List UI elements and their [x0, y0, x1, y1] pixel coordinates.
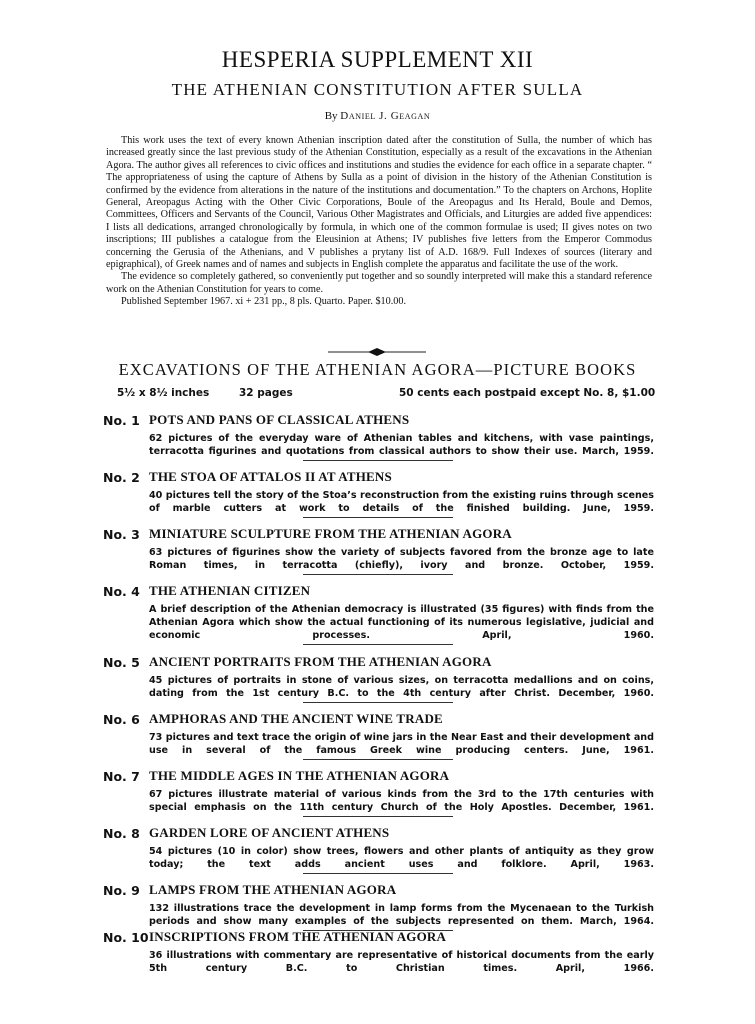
book-number: No. 5 [103, 655, 140, 670]
book-rule [303, 644, 453, 645]
book-title: POTS AND PANS OF CLASSICAL ATHENS [149, 412, 410, 427]
book-desc-text: 62 pictures of the everyday ware of Athenian tables and kitchens, with vase paintings, terracotta figurines and quotations from classical authors to show their use. [149, 433, 654, 458]
book-date: June, 1959. [583, 503, 654, 515]
evidence-paragraph: The evidence so completely gathered, so conveniently put together and so soundly interpreted will make this a standard reference work on the Athenian Constitution for years to come. [106, 271, 652, 295]
book-size: 5½ x 8½ inches [117, 387, 210, 399]
book-desc-text: 67 pictures illustrate material of various kinds from the 3rd to the 17th centuries with special emphasis on the 11th century Church of the Holy Apostles. [149, 789, 654, 814]
book-title: THE MIDDLE AGES IN THE ATHENIAN AGORA [149, 768, 450, 783]
book-price: 50 cents each postpaid except No. 8, $1.00 [399, 387, 656, 399]
book-date: April, 1963. [570, 859, 655, 871]
book-date: December, 1961. [559, 802, 654, 814]
book-desc-text: 40 pictures tell the story of the Stoa’s reconstruction from the existing ruins through scenes of marble cutters at work to details of the finished building. [149, 490, 654, 515]
book-number: No. 6 [103, 712, 140, 727]
picture-books-title: EXCAVATIONS OF THE ATHENIAN AGORA—PICTURE BOOKS [118, 360, 637, 379]
book-description [149, 674, 654, 700]
book-title: GARDEN LORE OF ANCIENT ATHENS [149, 825, 390, 840]
book-description [149, 731, 654, 757]
book-desc-text: 73 pictures and text trace the origin of wine jars in the Near East and their development and use in several of the famous Greek wine producing centers. [149, 732, 654, 757]
book-title: AMPHORAS AND THE ANCIENT WINE TRADE [149, 711, 443, 726]
book-rule [303, 759, 453, 760]
book-title: INSCRIPTIONS FROM THE ATHENIAN AGORA [149, 929, 447, 944]
book-pages: 32 pages [239, 387, 293, 399]
book-title: THE STOA OF ATTALOS II AT ATHENS [149, 469, 392, 484]
book-rule [303, 702, 453, 703]
supplement-subtitle: THE ATHENIAN CONSTITUTION AFTER SULLA [171, 80, 584, 99]
book-title: ANCIENT PORTRAITS FROM THE ATHENIAN AGORA [149, 654, 492, 669]
book-desc-text: 45 pictures of portraits in stone of various sizes, on terracotta medallions and on coins, dating from the 1st century B.C. to the 4th century after Christ. [149, 675, 654, 700]
book-description [149, 603, 654, 643]
author-by: By [324, 110, 338, 122]
picture-books-specs [117, 387, 657, 401]
book-desc-text: 54 pictures (10 in color) show trees, flowers and other plants of antiquity as they grow today; the text adds ancient uses and folklore. [149, 846, 654, 871]
publication-info: Published September 1967. xi + 231 pp., 8 pls. Quarto. Paper. $10.00. [121, 296, 407, 308]
description-paragraph: This work uses the text of every known Athenian inscription dated after the constitution of Sulla, the number of which has increased greatly since the last previous study of the Athenian Constitution, especially as a result of the excavations in the Athenian Agora. The author gives all references to civic offices and institutions and studies the evidence for each office in a separate chapter. “ The appropriateness of using the capture of Athens by Sulla as a point of division in the history of the Athenian Constitution is confirmed by the evidence from alterations in the nature of the institutions and documentation.” To the chapters on Archons, Hoplite General, Areopagus Acting with the Other Civic Corporations, Boule of the Areopagus and Its Herald, Boule and Demos, Committees, Officers and Servants of the Council, Various Other Magistrates and Officials, and Liturgies are added five appendices: I lists all dedications, arranged chronologically by formula, in which one of the common formulae is used; II gives notes on two inscriptions; III publishes a catalogue from the Eleusinion at Athens; IV publishes five letters from the Emperor Commodus concerning the Gerusia of the Athenians, and V publishes a prytany list of A.D. 168/9. Full Indexes of sources (literary and epigraphical), of Greek names and of names and subjects in English complete the apparatus and facilitate the use of the work. [106, 135, 652, 271]
book-title: MINIATURE SCULPTURE FROM THE ATHENIAN AGORA [149, 526, 512, 541]
book-number: No. 8 [103, 826, 140, 841]
book-number: No. 1 [103, 413, 140, 428]
book-date: June, 1961. [582, 745, 654, 757]
book-number: No. 7 [103, 769, 140, 784]
book-rule [303, 816, 453, 817]
book-desc-text: 36 illustrations with commentary are representative of historical documents from the early 5th century B.C. to Christian times. [149, 950, 654, 975]
book-number: No. 2 [103, 470, 140, 485]
supplement-description [106, 135, 652, 309]
book-rule [303, 460, 453, 461]
book-description [149, 546, 654, 572]
author-line [0, 110, 755, 122]
book-date: March, 1959. [582, 446, 654, 458]
author-name: Daniel J. Geagan [340, 110, 431, 122]
book-description [149, 432, 654, 458]
book-number: No. 9 [103, 883, 140, 898]
book-number: No. 3 [103, 527, 140, 542]
book-desc-text: 132 illustrations trace the development in lamp forms from the Mycenaean to the Turkish periods and show many examples of the subjects represented on them. [149, 903, 654, 928]
book-description [149, 949, 654, 975]
divider-ornament [328, 347, 426, 357]
supplement-title: HESPERIA SUPPLEMENT XII [221, 47, 534, 72]
book-number: No. 10 [103, 930, 149, 945]
book-title: LAMPS FROM THE ATHENIAN AGORA [149, 882, 397, 897]
book-description [149, 788, 654, 814]
book-description [149, 489, 654, 515]
book-date: December, 1960. [558, 688, 655, 700]
book-description [149, 845, 654, 871]
book-date: April, 1960. [482, 630, 654, 642]
book-rule [303, 574, 453, 575]
book-date: October, 1959. [560, 560, 654, 572]
book-rule [303, 517, 453, 518]
book-description [149, 902, 654, 928]
book-title: THE ATHENIAN CITIZEN [149, 583, 311, 598]
book-desc-text: A brief description of the Athenian democracy is illustrated (35 figures) with finds from the Athenian Agora which show the actual functioning of its numerous legislative, judicial and economic processes. [149, 604, 654, 642]
book-date: April, 1966. [555, 963, 654, 975]
book-rule [303, 873, 453, 874]
book-number: No. 4 [103, 584, 140, 599]
book-desc-text: 63 pictures of figurines show the variety of subjects favored from the bronze age to late Roman times, in terracotta (chiefly), ivory and bronze. [149, 547, 654, 572]
book-date: March, 1964. [579, 916, 655, 928]
